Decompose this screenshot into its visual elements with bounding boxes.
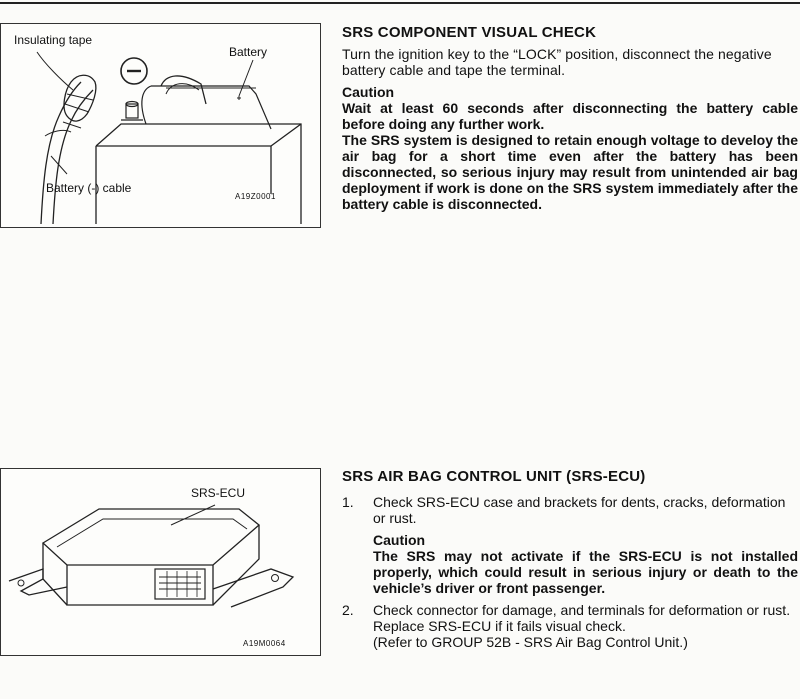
caution-heading: Caution	[342, 84, 395, 100]
srs-component-visual-check-section	[342, 24, 798, 212]
list-item	[342, 602, 798, 650]
item-text: Check SRS-ECU case and brackets for dents, cracks, deformation or rust.	[373, 494, 786, 526]
item-text: Check connector for damage, and terminals for deformation or rust.	[373, 602, 791, 618]
battery-figure	[0, 23, 321, 228]
item-text: (Refer to GROUP 52B - SRS Air Bag Control Unit.)	[373, 634, 688, 650]
section-title: SRS AIR BAG CONTROL UNIT (SRS-ECU)	[342, 468, 646, 485]
item-text: Replace SRS-ECU if it fails visual check.	[373, 618, 626, 634]
srs-ecu-illustration	[1, 469, 320, 655]
item-number: 2.	[342, 602, 354, 618]
battery-cable-label: Battery (-) cable	[46, 181, 132, 195]
caution-heading: Caution	[373, 532, 426, 548]
list-item	[342, 494, 798, 596]
check-list	[342, 494, 798, 650]
section-title: SRS COMPONENT VISUAL CHECK	[342, 24, 597, 41]
top-rule	[0, 2, 800, 4]
intro-text: Turn the ignition key to the “LOCK” position, disconnect the negative battery cable and tape the terminal.	[342, 46, 772, 78]
caution-text: The SRS may not activate if the SRS-ECU is not installed properly, which could result in serious injury or death to the vehicle’s driver or front passenger.	[373, 548, 798, 596]
caution-text: Wait at least 60 seconds after disconnecting the battery cable before doing any further work.	[342, 100, 798, 132]
caution-text: The SRS system is designed to retain enough voltage to develoy the air bag for a short time even after the battery has been disconnected, so serious injury may result from unintended air bag deployment if work is done on the SRS system immediately after the battery cable is disconnected.	[342, 132, 798, 212]
figure-code: A19Z0001	[235, 192, 276, 201]
figure-code: A19M0064	[243, 639, 286, 648]
item-number: 1.	[342, 494, 354, 510]
battery-label: Battery	[229, 45, 268, 59]
insulating-tape-label: Insulating tape	[14, 33, 93, 47]
srs-ecu-label: SRS-ECU	[191, 486, 246, 500]
srs-ecu-figure	[0, 468, 321, 656]
srs-air-bag-control-unit-section	[342, 468, 798, 650]
